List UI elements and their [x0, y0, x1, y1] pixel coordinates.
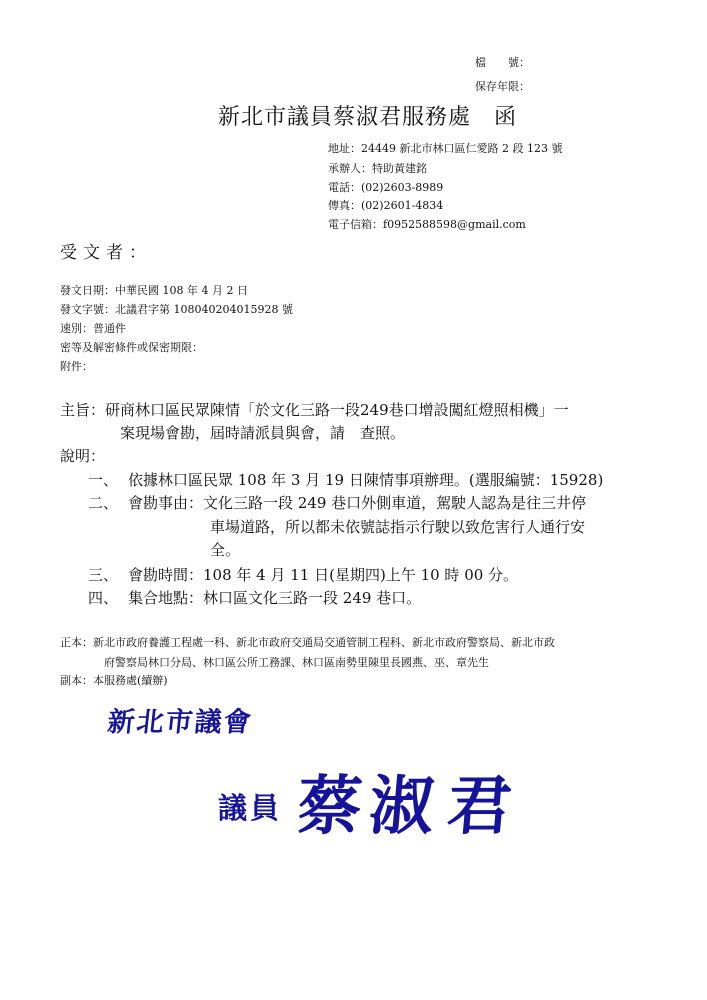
contact-email: 電子信箱：f0952588598@gmail.com	[328, 218, 526, 231]
councillor-name-char-2: 淑	[366, 770, 437, 844]
subject-line-1: 主旨：研商林口區民眾陳情「於文化三路一段249巷口增設闖紅燈照相機」一	[60, 401, 569, 419]
attachment: 附件：	[60, 360, 93, 373]
explanation-label: 說明：	[60, 447, 106, 465]
subject-line-2: 案現場會勘，屆時請派員與會，請 查照。	[120, 424, 406, 442]
contact-phone: 電話：(02)2603-8989	[328, 181, 444, 194]
item-2-text-line-1: 會勘事由：文化三路一段 249 巷口外側車道，駕駛人認為是往三井停	[128, 494, 587, 512]
letter-title: 新北市議員蔡淑君服務處 函	[218, 105, 518, 130]
item-2-text-line-3: 全。	[210, 541, 241, 559]
speed-class: 速別：普通件	[60, 322, 126, 335]
secrecy-level: 密等及解密條件或保密期限：	[60, 341, 203, 354]
item-1-text: 依據林口區民眾 108 年 3 月 19 日陳情事項辦理。(選服編號：15928)	[128, 471, 604, 489]
contact-handler: 承辦人：特助黃建銘	[328, 162, 427, 175]
issue-date: 發文日期：中華民國 108 年 4 月 2 日	[60, 284, 248, 297]
item-3-number: 三、	[88, 566, 119, 584]
contact-fax: 傳真：(02)2601-4834	[328, 199, 444, 212]
item-2-number: 二、	[88, 494, 119, 512]
council-seal: 新北市議會	[106, 707, 255, 738]
recipient-label: 受文者：	[60, 243, 152, 263]
item-4-text: 集合地點：林口區文化三路一段 249 巷口。	[128, 589, 422, 607]
councillor-name-char-3: 君	[444, 770, 515, 844]
document-number: 發文字號：北議君字第 108040204015928 號	[60, 303, 293, 316]
item-3-text: 會勘時間：108 年 4 月 11 日(星期四)上午 10 時 00 分。	[128, 566, 519, 584]
archive-retention: 保存年限：	[475, 80, 530, 93]
item-2-text-line-2: 車場道路，所以都未依號誌指示行駛以致危害行人通行安	[210, 518, 586, 536]
archive-file-no: 檔 號：	[475, 56, 530, 69]
distribution-main-line-2: 府警察局林口分局、林口區公所工務課、林口區南勢里陳里長國燕、巫、章先生	[104, 656, 489, 669]
contact-address: 地址：24449 新北市林口區仁愛路 2 段 123 號	[328, 142, 563, 155]
councillor-name-char-1: 蔡	[294, 770, 365, 844]
item-4-number: 四、	[88, 589, 119, 607]
item-1-number: 一、	[88, 471, 119, 489]
councillor-role-seal: 議員	[218, 791, 283, 825]
distribution-copy: 副本：本服務處(續辦)	[60, 674, 168, 687]
distribution-main-line-1: 正本：新北市政府養護工程處一科、新北市政府交通局交通管制工程科、新北市政府警察局、新北市政	[60, 636, 555, 649]
